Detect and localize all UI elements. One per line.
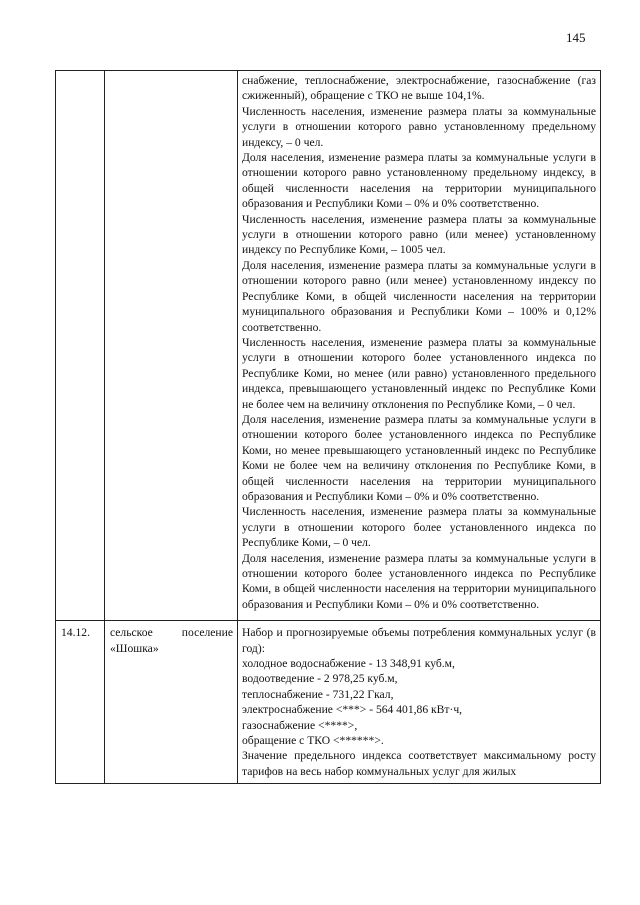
row-number: 14.12. [61,626,90,640]
paragraph: снабжение, теплоснабжение, электроснабжение, газоснабжение (газ сжиженный), обращение с ТКО не выше 104,1%. [242,74,596,103]
table-row [56,71,601,621]
page-number: 145 [566,30,586,45]
paragraph: Значение предельного индекса соответствует максимальному росту тарифов на весь набор коммунальных услуг для жилых [242,749,596,778]
paragraph: Численность населения, изменение размера платы за коммунальные услуги в отношении которого более установленного индекса по Республике Коми, – 0 чел. [242,505,596,550]
paragraph: Доля населения, изменение размера платы за коммунальные услуги в отношении которого равно (или менее) установленному индексу по Республике Коми, в общей численности населения на территории муниципального образования и Республики Коми – 100% и 0,12% соответственно. [242,258,596,334]
municipality-word: поселение [181,626,233,640]
paragraph: Численность населения, изменение размера платы за коммунальные услуги в отношении которого более установленного индекса по Республике Коми, но менее (или равно) установленного предельного индекса, превышающего установленный индекс по Республике Коми не более чем на величину отклонения по Республике Коми, – 0 чел. [242,335,596,411]
number-cell [56,71,105,621]
number-cell [56,621,105,784]
municipality-word: сельское [110,626,153,640]
table-row [56,621,601,784]
text-cell [238,621,601,784]
paragraph: Набор и прогнозируемые объемы потребления коммунальных услуг (в год): [242,626,596,655]
list-item: газоснабжение <****>, [242,718,358,732]
list-item: электроснабжение <***> - 564 401,86 кВт·ч, [242,703,463,717]
paragraph: Доля населения, изменение размера платы за коммунальные услуги в отношении которого более установленного индекса по Республике Коми, но менее превышающего установленный индекс по Республике Коми не более чем на величину отклонения по Республике Коми, в общей численности населения на территории муниципального образования и Республики Коми – 0% и 0% соответственно. [242,412,596,503]
list-item: холодное водоснабжение - 13 348,91 куб.м, [242,657,455,671]
list-item: теплоснабжение - 731,22 Гкал, [242,687,394,701]
municipality-name [105,621,237,656]
paragraph: Численность населения, изменение размера платы за коммунальные услуги в отношении которого равно установленному предельному индексу, – 0 чел. [242,104,596,149]
list-item: водоотведение - 2 978,25 куб.м, [242,672,398,686]
document-table [55,70,601,784]
list-item: обращение с ТКО <******>. [242,734,384,748]
paragraph: Доля населения, изменение размера платы за коммунальные услуги в отношении которого более установленного индекса по Республике Коми, в общей численности населения на территории муниципального образования и Республики Коми – 0% и 0% соответственно. [242,551,596,611]
paragraph: Доля населения, изменение размера платы за коммунальные услуги в отношении которого равно установленному предельному индексу, в общей численности населения на территории муниципального образования и Республики Коми – 0% и 0% соответственно. [242,151,596,211]
text-cell [238,71,601,621]
paragraph: Численность населения, изменение размера платы за коммунальные услуги в отношении которого равно (или менее) установленному индексу по Республике Коми, – 1005 чел. [242,212,596,257]
municipality-title: «Шошка» [110,641,159,655]
municipality-cell [105,71,238,621]
municipality-cell [105,621,238,784]
